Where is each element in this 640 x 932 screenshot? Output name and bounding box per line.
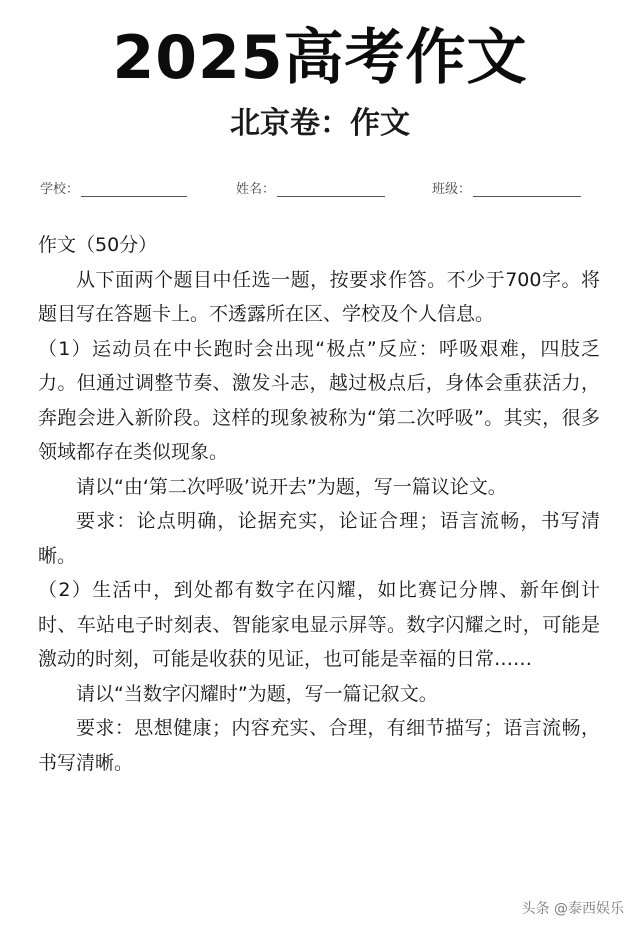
question-2-text: （2）生活中，到处都有数字在闪耀，如比赛记分牌、新年倒计时、车站电子时刻表、智能家电显示屏等。数字闪耀之时，可能是激动的时刻，可能是收获的见证，也可能是幸福的日常…… (38, 579, 600, 670)
class-field[interactable] (432, 178, 581, 197)
section-heading: 作文（50分） (38, 234, 158, 256)
page-subtitle: 北京卷：作文 (230, 106, 410, 141)
name-field[interactable] (236, 178, 385, 197)
question-1-prompt: 请以“由‘第二次呼吸’说开去”为题，写一篇议论文。 (76, 475, 507, 498)
class-label: 班级： (432, 182, 472, 197)
name-label: 姓名： (236, 182, 276, 197)
name-blank-line[interactable] (277, 182, 385, 197)
essay-content (38, 228, 600, 780)
student-info-fields (40, 178, 600, 200)
question-1-requirement: 要求：论点明确，论据充实，论证合理；语言流畅，书写清晰。 (38, 510, 600, 567)
question-2-prompt: 请以“当数字闪耀时”为题，写一篇记叙文。 (76, 682, 438, 705)
watermark-text: 头条 @泰西娱乐 (521, 901, 624, 917)
page-title: 2025高考作文 (112, 23, 528, 93)
school-label: 学校： (40, 182, 80, 197)
class-blank-line[interactable] (473, 182, 581, 197)
instruction-paragraph: 从下面两个题目中任选一题，按要求作答。不少于700字。将题目写在答题卡上。不透露所在区、学校及个人信息。 (38, 268, 600, 325)
school-blank-line[interactable] (81, 182, 187, 197)
question-1-text: （1）运动员在中长跑时会出现“极点”反应：呼吸艰难，四肢乏力。但通过调整节奏、激发斗志，越过极点后，身体会重获活力，奔跑会进入新阶段。这样的现象被称为“第二次呼吸”。其实，很多领域都存在类似现象。 (38, 337, 600, 463)
question-2-requirement: 要求：思想健康；内容充实、合理，有细节描写；语言流畅，书写清晰。 (38, 717, 600, 774)
school-field[interactable] (40, 178, 187, 197)
